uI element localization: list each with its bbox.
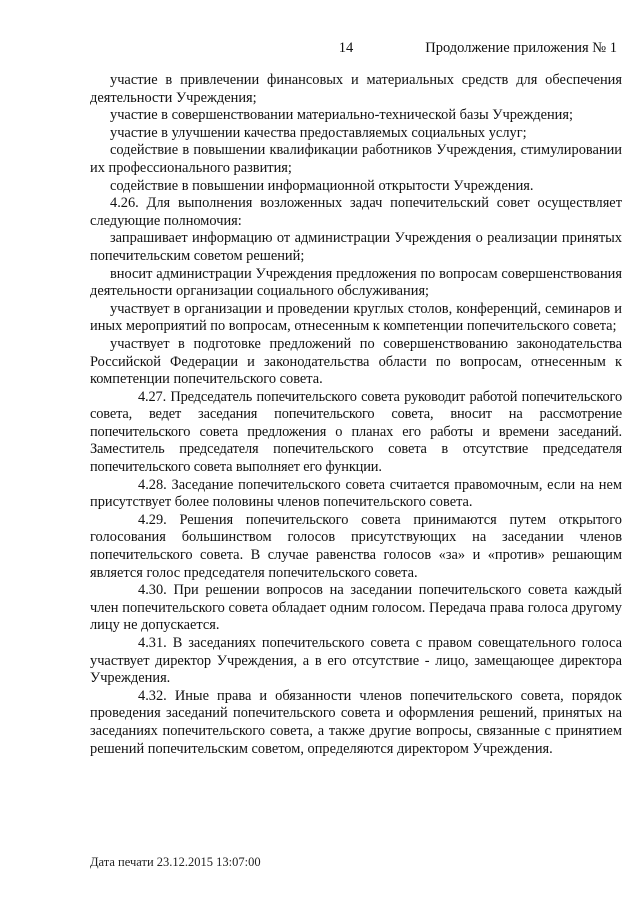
paragraph-submit-proposals: вносит администрации Учреждения предложения по вопросам совершенствования деятельности организации социального обслуживания; <box>90 265 622 300</box>
paragraph-4-30: 4.30. При решении вопросов на заседании попечительского совета каждый член попечительского совета обладает одним голосом. Передача права голоса другому лицу не допускается. <box>90 582 622 634</box>
paragraph-financial-resources: участие в привлечении финансовых и материальных средств для обеспечения деятельности Учреждения; <box>90 72 622 106</box>
paragraph-4-26: 4.26. Для выполнения возложенных задач попечительский совет осуществляет следующие полномочия: <box>90 195 622 229</box>
paragraph-4-32: 4.32. Иные права и обязанности членов попечительского совета, порядок проведения заседаний попечительского совета и оформления решений, принятых на заседаниях попечительского совета, а также другие вопросы, связанные с принятием решений попечительским советом, определяются директором Учреждения. <box>90 687 622 757</box>
paragraph-4-29: 4.29. Решения попечительского совета принимаются путем открытого голосования большинством голосов присутствующих на заседании членов попечительского совета. В случае равенства голосов «за» и «против» решающим является голос председателя попечительского совета. <box>90 511 622 581</box>
paragraph-legislation-proposals: участвует в подготовке предложений по совершенствованию законодательства Российской Федерации и законодательства области по вопросам, отнесенным к компетенции попечительского совета. <box>90 335 622 388</box>
paragraph-4-28: 4.28. Заседание попечительского совета считается правомочным, если на нем присутствует более половины членов попечительского совета. <box>90 476 622 511</box>
paragraph-service-quality: участие в улучшении качества предоставляемых социальных услуг; <box>110 124 527 141</box>
page-number: 14 <box>338 40 354 56</box>
print-date-footer: Дата печати 23.12.2015 13:07:00 <box>90 855 261 869</box>
paragraph-information-openness: содействие в повышении информационной открытости Учреждения. <box>110 177 534 194</box>
paragraph-request-information: запрашивает информацию от администрации Учреждения о реализации принятых попечительским советом решений; <box>90 230 622 264</box>
paragraph-4-27: 4.27. Председатель попечительского совета руководит работой попечительского совета, ведет заседания попечительского совета, вносит на рассмотрение попечительского совета предложения о планах его работы и времени заседаний. Заместитель председателя попечительского совета в отсутствие председателя попечительского совета выполняет его функции. <box>90 388 622 476</box>
document-body <box>90 72 622 758</box>
paragraph-round-tables: участвует в организации и проведении круглых столов, конференций, семинаров и иных мероприятий по вопросам, отнесенным к компетенции попечительского совета; <box>90 300 622 335</box>
paragraph-4-31: 4.31. В заседаниях попечительского совета с правом совещательного голоса участвует директор Учреждения, а в его отсутствие - лицо, замещающее директора Учреждения. <box>90 635 622 687</box>
appendix-continuation-label: Продолжение приложения № 1 <box>425 40 617 56</box>
paragraph-staff-qualification: содействие в повышении квалификации работников Учреждения, стимулировании их профессионального развития; <box>90 142 622 176</box>
paragraph-material-base: участие в совершенствовании материально-технической базы Учреждения; <box>110 107 573 124</box>
